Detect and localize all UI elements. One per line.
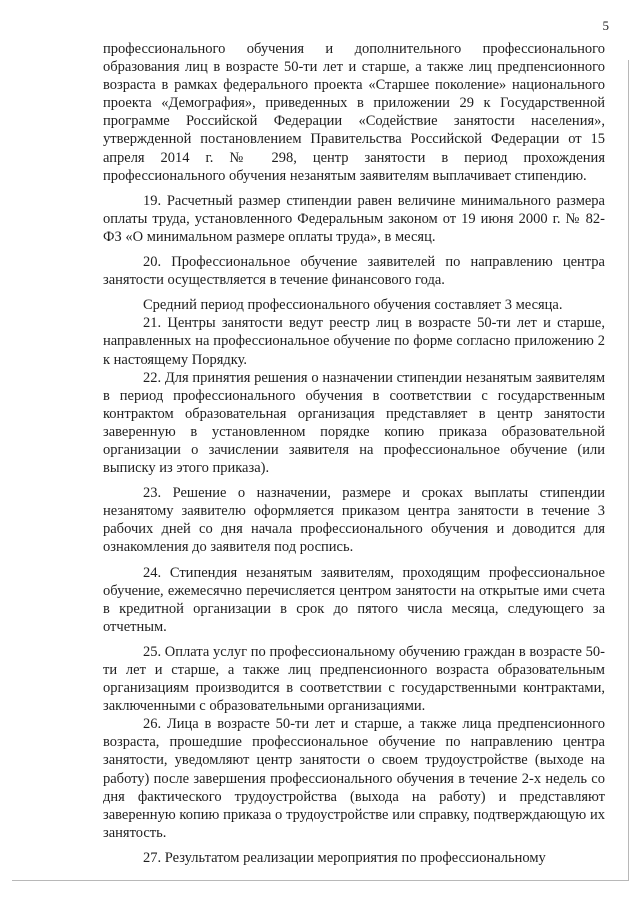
paragraph-21: 21. Центры занятости ведут реестр лиц в возрасте 50-ти лет и старше, направленных на профессиональное обучение по форме согласно приложению 2 к настоящему Порядку. <box>103 315 605 368</box>
paragraph-continuation: профессионального обучения и дополнительного профессионального образования лиц в возрасте 50-ти лет и старше, а также лиц предпенсионного возраста в рамках федерального проекта «Старшее поколение» национального проекта «Демография», приведенных в приложении 29 к Государственной программе Российской Федерации «Содействие занятости населения», утвержденной постановлением Правительства Российской Федерации от 15 апреля 2014 г. № 298, центр занятости в период прохождения профессионального обучения незанятым заявителям выплачивает стипендию. <box>103 41 605 184</box>
paragraph-20: 20. Профессиональное обучение заявителей по направлению центра занятости осуществляется в течение финансового года. <box>103 254 605 289</box>
paragraph-average-period: Средний период профессионального обучения составляет 3 месяца. <box>143 297 563 314</box>
paragraph-24: 24. Стипендия незанятым заявителям, проходящим профессиональное обучение, ежемесячно перечисляется центром занятости на открытые ими счета в кредитной организации в срок до пятого числа месяца, следующего за отчетным. <box>103 564 605 635</box>
scan-edge-bottom <box>12 880 629 881</box>
paragraph-19: 19. Расчетный размер стипендии равен величине минимального размера оплаты труда, установленного Федеральным законом от 19 июня 2000 г. № 82-ФЗ «О минимальном размере оплаты труда», в месяц. <box>103 192 605 245</box>
page-number: 5 <box>602 18 609 33</box>
paragraph-23: 23. Решение о назначении, размере и сроках выплаты стипендии незанятому заявителю оформляется приказом центра занятости в течение 3 рабочих дней со дня начала профессионального обучения и доводится для ознакомления до заявителя под роспись. <box>103 485 605 556</box>
scan-edge-right <box>628 60 629 880</box>
paragraph-22: 22. Для принятия решения о назначении стипендии незанятым заявителям в период профессионального обучения в соответствии с государственным контрактом образовательная организация представляет в центр занятости заверенную в установленном порядке копию приказа образовательной организации о зачислении заявителя на профессиональное обучение (или выписку из этого приказа). <box>103 369 605 477</box>
paragraph-27: 27. Результатом реализации мероприятия по профессиональному <box>143 849 546 866</box>
paragraph-26: 26. Лица в возрасте 50-ти лет и старше, а также лица предпенсионного возраста, прошедшие профессиональное обучение по направлению центра занятости, уведомляют центр занятости о своем трудоустройстве (выходе на работу) после завершения профессионального обучения в течение 2-х недель со дня фактического трудоустройства (выхода на работу) и представляют заверенную копию приказа о трудоустройстве или справку, подтверждающую их занятость. <box>103 716 605 841</box>
document-body <box>103 40 605 867</box>
paragraph-25: 25. Оплата услуг по профессиональному обучению граждан в возрасте 50-ти лет и старше, а также лиц предпенсионного возраста образовательным организациям производится в соответствии с государственными контрактами, заключенными с образовательными организациями. <box>103 643 605 715</box>
